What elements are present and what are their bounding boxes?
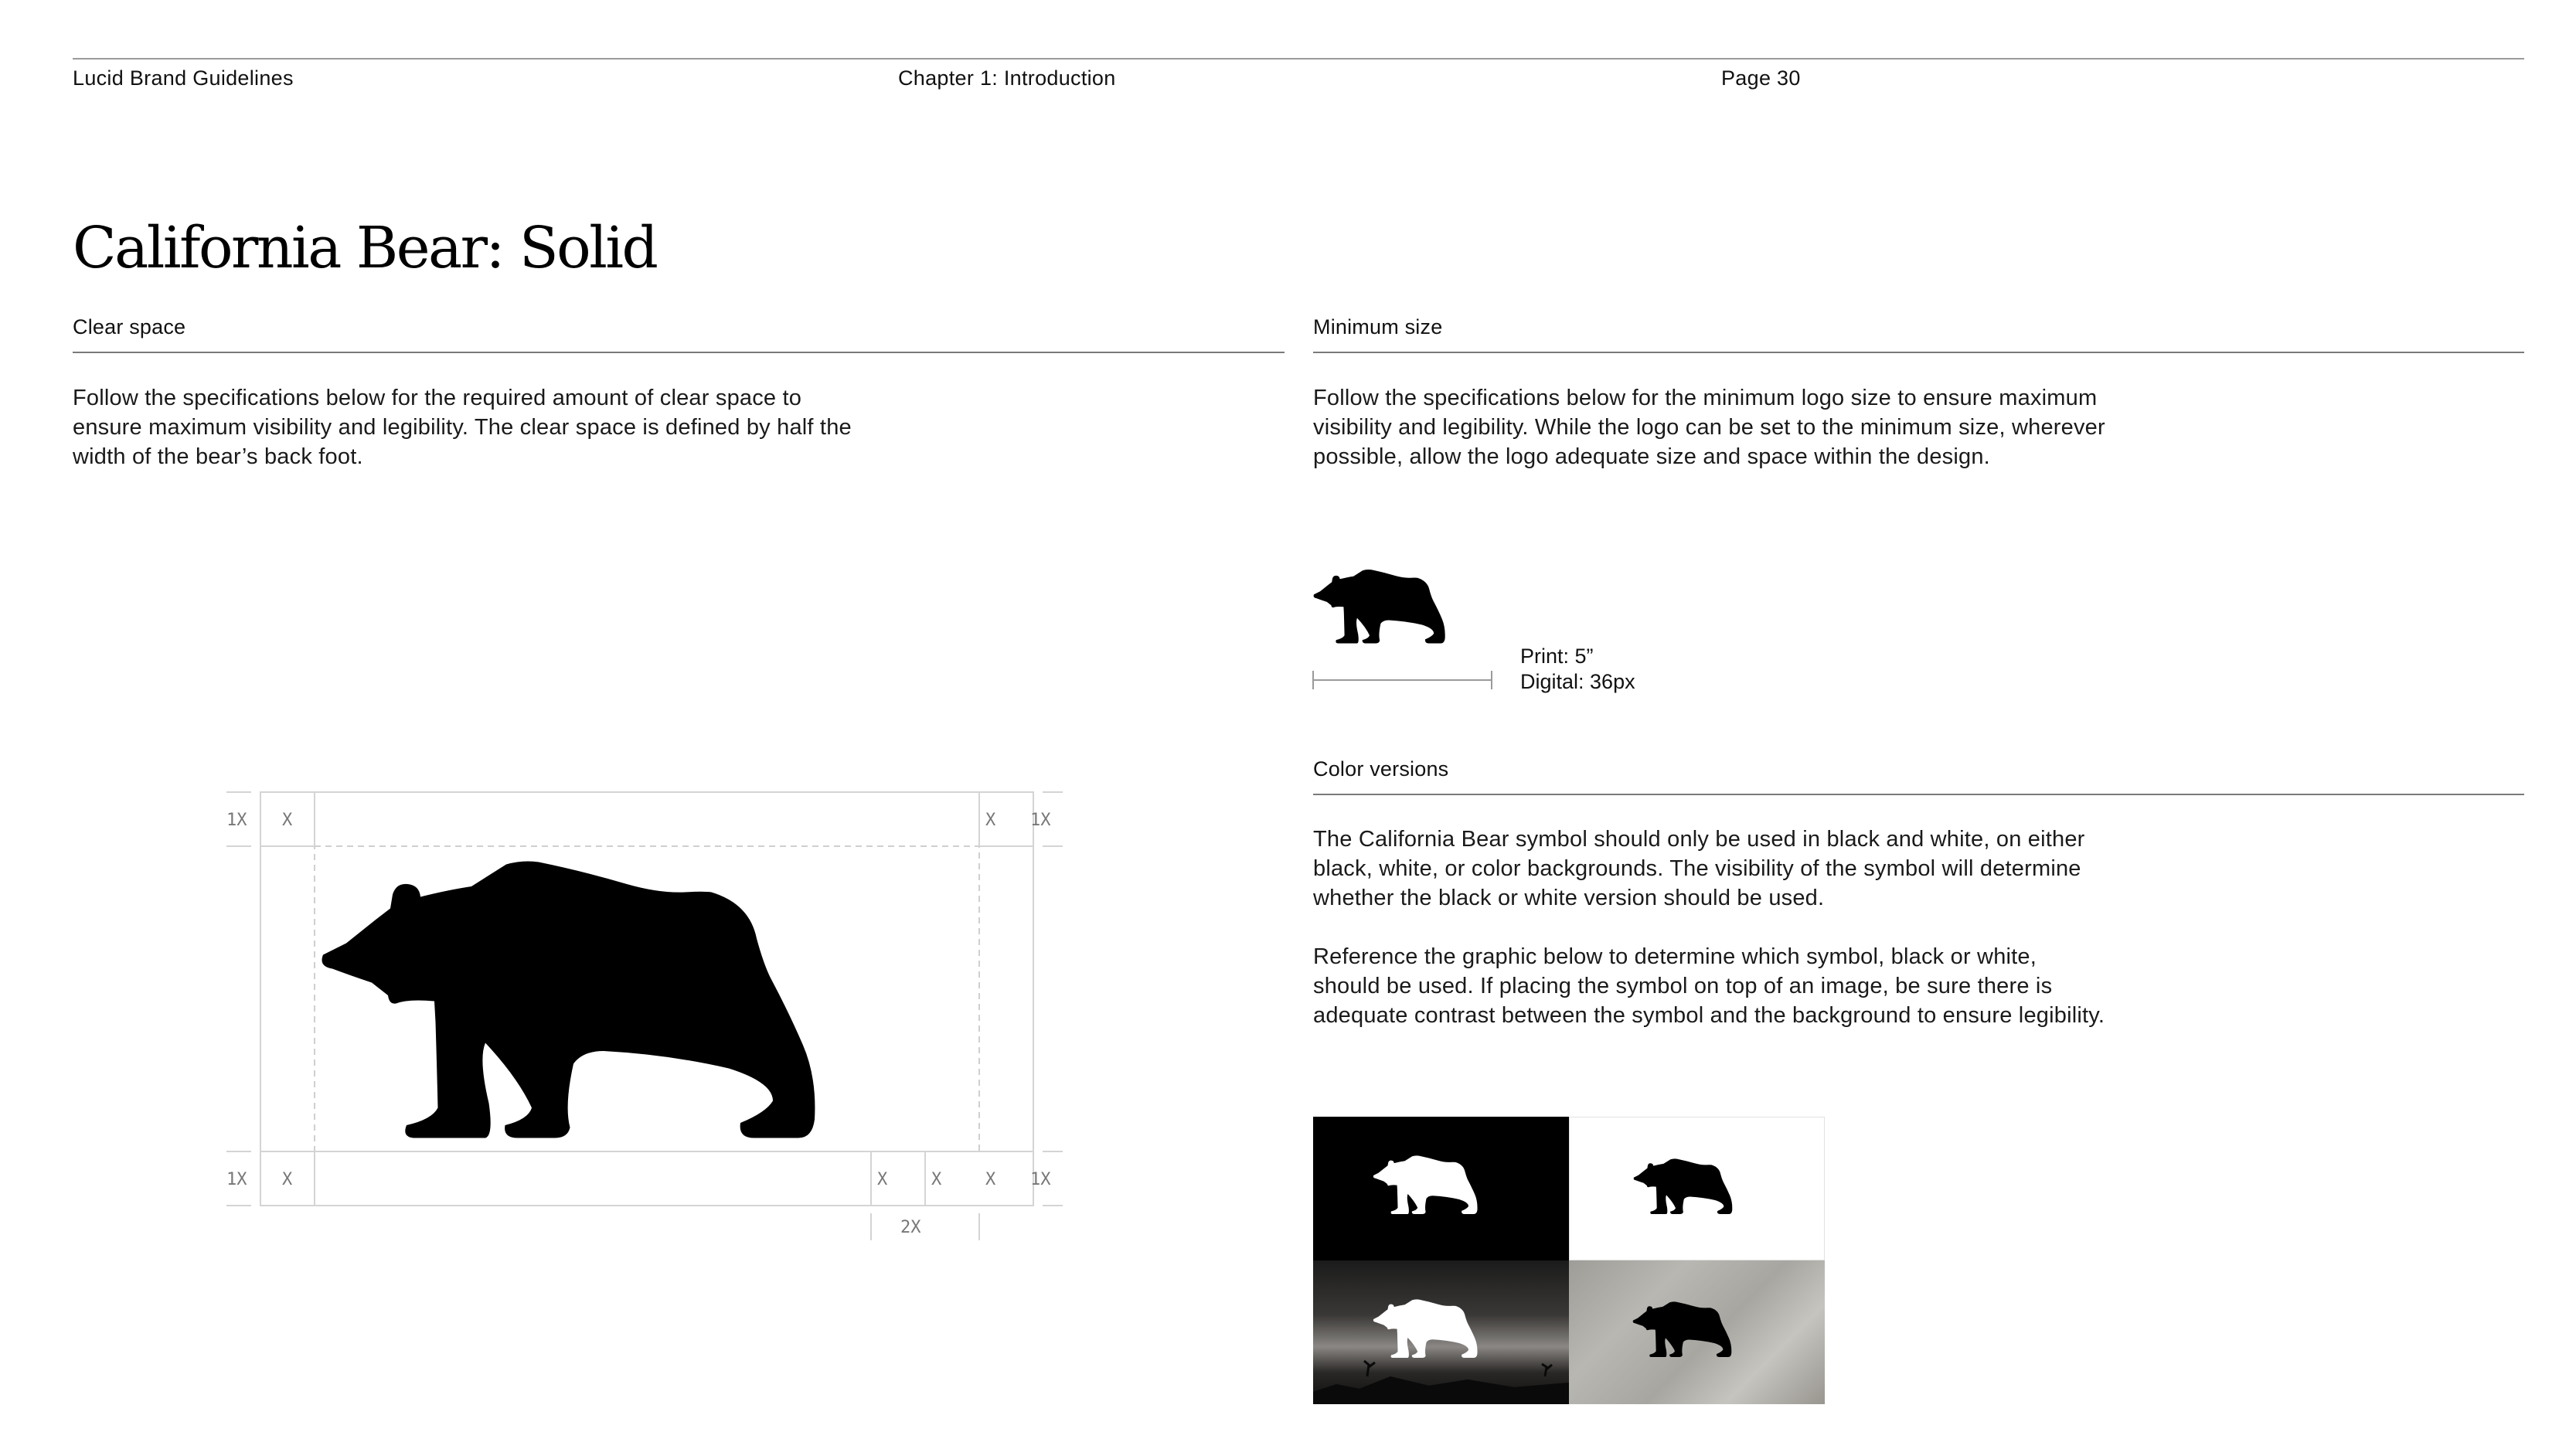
print-size: Print: 5” <box>1520 645 1594 668</box>
bear-logo-small <box>1314 570 1445 643</box>
header-rule <box>73 58 2524 60</box>
minimum-size-heading: Minimum size <box>1313 315 1443 338</box>
clear-space-diagram <box>220 784 1063 1248</box>
document-title: Lucid Brand Guidelines <box>73 66 294 90</box>
clear-space-body: Follow the specifications below for the required amount of clear space to ensure maximum visibility and legibility. The clear space is defined by half the width of the bear’s back foot. <box>73 386 852 469</box>
marker-x-bottom-a: X <box>877 1170 888 1189</box>
clear-space-rule <box>73 352 1285 353</box>
marker-x-top-right: X <box>985 811 996 830</box>
bear-logo-large <box>322 862 815 1138</box>
digital-size: Digital: 36px <box>1520 670 1635 693</box>
color-versions-rule <box>1313 794 2524 795</box>
swatch-stone-photo <box>1569 1260 1825 1404</box>
minimum-size-figure <box>1306 560 1499 699</box>
color-versions-body-2: Reference the graphic below to determine which symbol, black or white, should be used. If placing the symbol on top of an image, be sure there is adequate contrast between the symbol and the background to ensure legibility. <box>1313 944 2105 1028</box>
page-number: Page 30 <box>1721 66 1801 90</box>
chapter-label: Chapter 1: Introduction <box>898 66 1116 90</box>
marker-x-bottom-left: X <box>282 1170 293 1189</box>
marker-1x-bottom-left: 1X <box>226 1170 247 1189</box>
marker-1x-top-left: 1X <box>226 811 247 830</box>
minimum-size-rule <box>1313 352 2524 353</box>
marker-2x: 2X <box>900 1218 921 1237</box>
page-title: California Bear: Solid <box>73 215 657 281</box>
marker-1x-bottom-right: 1X <box>1030 1170 1051 1189</box>
minimum-size-body: Follow the specifications below for the minimum logo size to ensure maximum visibility and legibility. While the logo can be set to the minimum size, wherever possible, allow the logo adequate size and space within the design. <box>1313 386 2105 469</box>
swatch-white <box>1569 1117 1825 1260</box>
marker-x-bottom-c: X <box>985 1170 996 1189</box>
color-versions-body-1: The California Bear symbol should only be used in black and white, on either black, white, or color backgrounds. The visibility of the symbol will determine whether the black or white version should be used. <box>1313 827 2085 910</box>
swatch-night-photo <box>1313 1260 1569 1404</box>
marker-x-bottom-b: X <box>931 1170 942 1189</box>
clear-space-heading: Clear space <box>73 315 186 338</box>
marker-x-top-left: X <box>282 811 293 830</box>
swatch-black <box>1313 1117 1569 1260</box>
marker-1x-top-right: 1X <box>1030 811 1051 830</box>
color-versions-heading: Color versions <box>1313 757 1449 781</box>
